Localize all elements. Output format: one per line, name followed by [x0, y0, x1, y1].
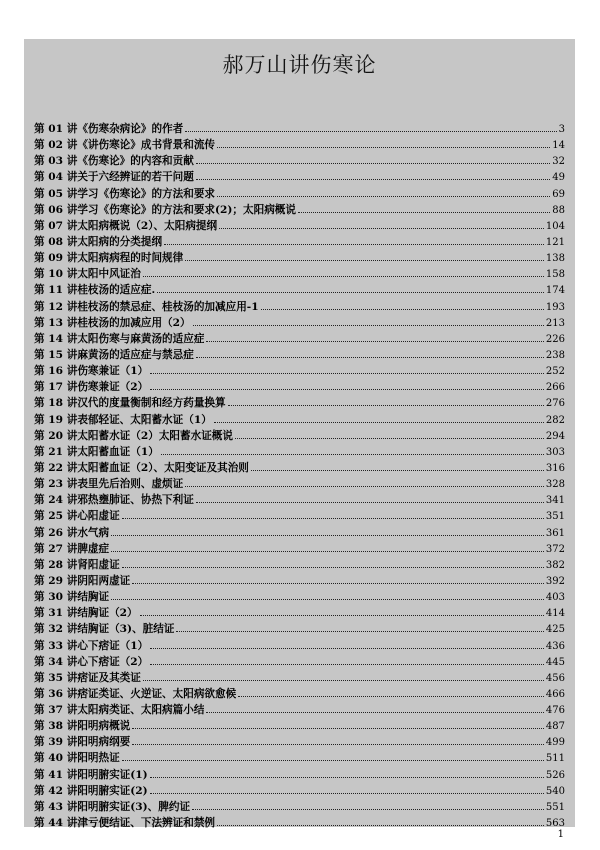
page-ref: 316: [545, 462, 565, 474]
lecture-number: 第 35 讲: [34, 671, 78, 684]
lecture-number: 第 16 讲: [34, 365, 78, 378]
lecture-number: 第 12 讲: [34, 300, 78, 313]
page-ref: 238: [545, 349, 565, 361]
dot-leader: [261, 309, 544, 310]
lecture-number: 第 22 讲: [34, 461, 78, 474]
toc-entry: [34, 589, 565, 605]
lecture-title: 表里先后治则、虚烦证: [77, 478, 184, 491]
page-ref: 425: [545, 624, 565, 636]
lecture-title: 痞证类证、火逆证、太阳病欲愈候: [77, 687, 237, 700]
toc-entry: [34, 670, 565, 686]
lecture-title: 结胸证: [77, 591, 110, 604]
page-ref: 403: [545, 592, 565, 604]
lecture-number: 第 34 讲: [34, 655, 78, 668]
page-ref: 193: [545, 301, 565, 313]
dot-leader: [122, 518, 544, 519]
page-ref: 456: [545, 672, 565, 684]
page-ref: 372: [545, 543, 565, 555]
dot-leader: [122, 567, 544, 568]
lecture-title: 桂枝汤的禁忌症、桂枝汤的加减应用-1: [77, 300, 259, 313]
dot-leader: [122, 760, 544, 761]
lecture-title: 津亏便结证、下法辨证和禁例: [77, 817, 216, 830]
lecture-title: 心下痞证（1）: [77, 639, 149, 652]
page-ref: 487: [545, 721, 565, 733]
lecture-number: 第 28 讲: [34, 558, 78, 571]
toc-entry: [34, 363, 565, 379]
page-ref: 351: [545, 511, 565, 523]
table-of-contents: [34, 121, 565, 831]
toc-entry: [34, 734, 565, 750]
toc-entry: [34, 525, 565, 541]
lecture-number: 第 19 讲: [34, 413, 78, 426]
dot-leader: [150, 648, 544, 649]
toc-entry: [34, 299, 565, 315]
page-ref: 563: [545, 818, 565, 830]
page-ref: 138: [545, 253, 565, 265]
lecture-number: 第 41 讲: [34, 768, 78, 781]
page-ref: 466: [545, 688, 565, 700]
dot-leader: [238, 696, 544, 697]
lecture-number: 第 42 讲: [34, 784, 78, 797]
lecture-number: 第 32 讲: [34, 623, 78, 636]
lecture-number: 第 02 讲: [34, 139, 78, 152]
dot-leader: [193, 325, 544, 326]
lecture-number: 第 38 讲: [34, 720, 78, 733]
dot-leader: [143, 680, 544, 681]
page-ref: 88: [552, 204, 565, 216]
page-ref: 158: [545, 269, 565, 281]
lecture-number: 第 23 讲: [34, 478, 78, 491]
toc-entry: [34, 686, 565, 702]
lecture-number: 第 24 讲: [34, 494, 78, 507]
lecture-number: 第 21 讲: [34, 445, 78, 458]
page-ref: 445: [545, 656, 565, 668]
lecture-title: 太阳蓄水证（2）太阳蓄水证概说: [77, 429, 233, 442]
lecture-number: 第 36 讲: [34, 687, 78, 700]
toc-entry: [34, 137, 565, 153]
lecture-title: 太阳病的分类提纲: [77, 235, 163, 248]
lecture-number: 第 09 讲: [34, 252, 78, 265]
toc-entry: [34, 282, 565, 298]
toc-entry: [34, 815, 565, 831]
dot-leader: [111, 599, 544, 600]
lecture-title: 麻黄汤的适应症与禁忌症: [77, 348, 194, 361]
lecture-title: 太阳中风证治: [77, 268, 141, 281]
lecture-title: 水气病: [77, 526, 110, 539]
lecture-title: 太阳病概说（2）、太阳病提纲: [77, 219, 218, 232]
dot-leader: [251, 470, 544, 471]
page-ref: 174: [545, 285, 565, 297]
toc-entry: [34, 395, 565, 411]
toc-entry: [34, 476, 565, 492]
dot-leader: [217, 196, 550, 197]
toc-entry: [34, 718, 565, 734]
toc-entry: [34, 605, 565, 621]
lecture-number: 第 29 讲: [34, 574, 78, 587]
toc-entry: [34, 347, 565, 363]
toc-entry: [34, 266, 565, 282]
lecture-number: 第 04 讲: [34, 171, 78, 184]
page-ref: 14: [552, 140, 565, 152]
lecture-title: 学习《伤寒论》的方法和要求: [77, 187, 216, 200]
title-block: [24, 39, 575, 830]
toc-entry: [34, 234, 565, 250]
lecture-title: 阳明腑实证(2): [77, 784, 148, 797]
dot-leader: [217, 147, 550, 148]
lecture-title: 脾虚症: [77, 542, 110, 555]
page-ref: 303: [545, 446, 565, 458]
page-ref: 226: [545, 333, 565, 345]
lecture-number: 第 43 讲: [34, 800, 78, 813]
lecture-title: 痞证及其类证: [77, 671, 141, 684]
dot-leader: [164, 244, 544, 245]
page-ref: 341: [545, 495, 565, 507]
lecture-title: 心阳虚证: [77, 510, 120, 523]
lecture-number: 第 03 讲: [34, 155, 78, 168]
lecture-title: 太阳蓄血证（2）、太阳变证及其治则: [77, 461, 249, 474]
dot-leader: [192, 809, 544, 810]
lecture-number: 第 10 讲: [34, 268, 78, 281]
lecture-title: 结胸证（2）: [77, 607, 138, 620]
dot-leader: [150, 373, 544, 374]
toc-entry: [34, 428, 565, 444]
toc-entry: [34, 444, 565, 460]
lecture-title: 学习《伤寒论》的方法和要求(2)；太阳病概说: [77, 203, 296, 216]
lecture-title: 伤寒兼证（2）: [77, 381, 149, 394]
dot-leader: [298, 212, 550, 213]
toc-entry: [34, 315, 565, 331]
dot-leader: [157, 292, 544, 293]
page-ref: 213: [545, 317, 565, 329]
lecture-number: 第 40 讲: [34, 752, 78, 765]
dot-leader: [132, 744, 544, 745]
lecture-number: 第 13 讲: [34, 316, 78, 329]
page-ref: 294: [545, 430, 565, 442]
page-ref: 276: [545, 398, 565, 410]
page-ref: 49: [552, 172, 565, 184]
lecture-title: 桂枝汤的加减应用（2）: [77, 316, 191, 329]
lecture-title: 太阳伤寒与麻黄汤的适应症: [77, 332, 205, 345]
lecture-title: 伤寒兼证（1）: [77, 365, 149, 378]
lecture-title: 桂枝汤的适应症.: [77, 284, 156, 297]
dot-leader: [150, 664, 544, 665]
lecture-number: 第 08 讲: [34, 235, 78, 248]
lecture-number: 第 27 讲: [34, 542, 78, 555]
toc-entry: [34, 783, 565, 799]
lecture-number: 第 44 讲: [34, 817, 78, 830]
lecture-title: 表郁轻证、太阳蓄水证（1）: [77, 413, 212, 426]
page-ref: 511: [545, 753, 565, 765]
dot-leader: [217, 825, 544, 826]
dot-leader: [196, 163, 550, 164]
page-ref: 551: [545, 801, 565, 813]
lecture-number: 第 20 讲: [34, 429, 78, 442]
toc-entry: [34, 202, 565, 218]
page-ref: 436: [545, 640, 565, 652]
dot-leader: [176, 631, 543, 632]
lecture-title: 太阳病类证、太阳病篇小结: [77, 704, 205, 717]
toc-entry: [34, 541, 565, 557]
dot-leader: [132, 728, 544, 729]
toc-entry: [34, 412, 565, 428]
toc-entry: [34, 331, 565, 347]
dot-leader: [219, 228, 544, 229]
dot-leader: [143, 276, 544, 277]
page-ref: 414: [545, 608, 565, 620]
lecture-number: 第 39 讲: [34, 736, 78, 749]
document-title: 郝万山讲伤寒论: [222, 53, 377, 77]
page-ref: 282: [545, 414, 565, 426]
toc-entry: [34, 250, 565, 266]
page-ref: 266: [545, 382, 565, 394]
page-ref: 32: [552, 156, 565, 168]
toc-entry: [34, 153, 565, 169]
toc-entry: [34, 218, 565, 234]
lecture-title: 阳明病概说: [77, 720, 131, 733]
lecture-number: 第 15 讲: [34, 348, 78, 361]
page-ref: 69: [552, 188, 565, 200]
lecture-title: 阳明腑实证(3)、脾约证: [77, 800, 191, 813]
lecture-number: 第 05 讲: [34, 187, 78, 200]
toc-entry: [34, 573, 565, 589]
lecture-title: 阳明病纲要: [77, 736, 131, 749]
dot-leader: [111, 551, 544, 552]
lecture-title: 阳明热证: [77, 752, 120, 765]
toc-entry: [34, 186, 565, 202]
lecture-title: 《伤寒论》的内容和贡献: [77, 155, 194, 168]
page-ref: 526: [545, 769, 565, 781]
toc-entry: [34, 460, 565, 476]
toc-entry: [34, 638, 565, 654]
lecture-title: 结胸证（3)、脏结证: [77, 623, 175, 636]
dot-leader: [214, 422, 544, 423]
lecture-number: 第 07 讲: [34, 219, 78, 232]
dot-leader: [235, 438, 544, 439]
lecture-number: 第 14 讲: [34, 332, 78, 345]
lecture-title: 阳明腑实证(1): [77, 768, 148, 781]
toc-entry: [34, 492, 565, 508]
page-ref: 328: [545, 479, 565, 491]
lecture-number: 第 01 讲: [34, 123, 78, 135]
dot-leader: [206, 712, 543, 713]
lecture-title: 阴阳两虚证: [77, 574, 131, 587]
dot-leader: [196, 502, 544, 503]
lecture-number: 第 17 讲: [34, 381, 78, 394]
dot-leader: [161, 454, 544, 455]
page-ref: 382: [545, 559, 565, 571]
lecture-title: 《伤寒杂病论》的作者: [77, 123, 184, 135]
lecture-number: 第 31 讲: [34, 607, 78, 620]
lecture-number: 第 26 讲: [34, 526, 78, 539]
dot-leader: [185, 131, 556, 132]
page-ref: 499: [545, 737, 565, 749]
dot-leader: [196, 179, 550, 180]
toc-entry: [34, 750, 565, 766]
dot-leader: [150, 793, 544, 794]
lecture-number: 第 11 讲: [34, 284, 78, 297]
page-ref: 121: [545, 236, 565, 248]
dot-leader: [111, 535, 544, 536]
lecture-title: 心下痞证（2）: [77, 655, 149, 668]
toc-entry: [34, 767, 565, 783]
dot-leader: [185, 486, 544, 487]
lecture-number: 第 06 讲: [34, 203, 78, 216]
page-number: 1: [557, 829, 564, 840]
lecture-title: 太阳病病程的时间规律: [77, 252, 184, 265]
dot-leader: [228, 405, 544, 406]
lecture-title: 汉代的度量衡制和经方药量换算: [77, 397, 226, 410]
lecture-title: 肾阳虚证: [77, 558, 120, 571]
dot-leader: [150, 389, 544, 390]
lecture-title: 关于六经辨证的若干问题: [77, 171, 194, 184]
lecture-number: 第 37 讲: [34, 704, 78, 717]
lecture-number: 第 18 讲: [34, 397, 78, 410]
page-ref: 361: [545, 527, 565, 539]
dot-leader: [150, 777, 544, 778]
dot-leader: [185, 260, 544, 261]
toc-entry: [34, 121, 565, 137]
dot-leader: [132, 583, 544, 584]
lecture-number: 第 33 讲: [34, 639, 78, 652]
toc-entry: [34, 169, 565, 185]
lecture-title: 邪热壅肺证、协热下利证: [77, 494, 194, 507]
page-ref: 3: [558, 124, 565, 135]
lecture-number: 第 30 讲: [34, 591, 78, 604]
lecture-title: 《讲伤寒论》成书背景和流传: [77, 139, 216, 152]
toc-entry: [34, 557, 565, 573]
toc-entry: [34, 654, 565, 670]
lecture-number: 第 25 讲: [34, 510, 78, 523]
page-ref: 104: [545, 220, 565, 232]
dot-leader: [196, 357, 544, 358]
toc-entry: [34, 621, 565, 637]
toc-entry: [34, 799, 565, 815]
page-ref: 392: [545, 575, 565, 587]
lecture-title: 太阳蓄血证（1）: [77, 445, 159, 458]
page-ref: 252: [545, 366, 565, 378]
dot-leader: [140, 615, 544, 616]
toc-entry: [34, 702, 565, 718]
toc-entry: [34, 379, 565, 395]
toc-entry: [34, 508, 565, 524]
page-ref: 540: [545, 785, 565, 797]
dot-leader: [206, 341, 543, 342]
page-ref: 476: [545, 705, 565, 717]
